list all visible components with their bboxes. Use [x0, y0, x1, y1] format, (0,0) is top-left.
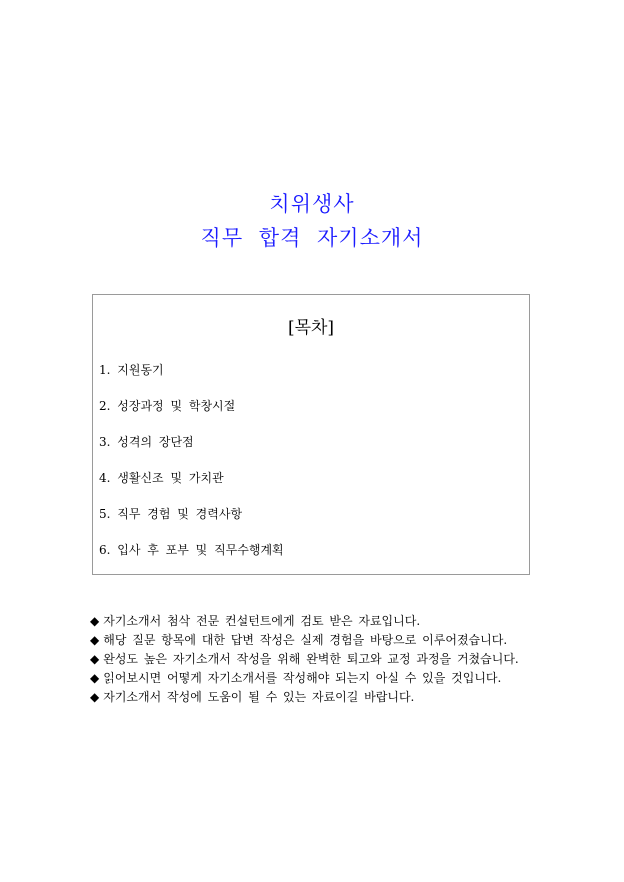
toc-item-6: 6. 입사 후 포부 및 직무수행계획: [99, 543, 284, 557]
note-item: [90, 612, 550, 631]
diamond-bullet-icon: ◆: [90, 671, 100, 685]
note-item: [90, 631, 550, 650]
note-item: [90, 650, 550, 669]
document-title-line1: 치위생사: [269, 192, 355, 216]
note-text: 자기소개서 작성에 도움이 될 수 있는 자료이길 바랍니다.: [103, 690, 415, 704]
table-of-contents: [92, 294, 530, 575]
diamond-bullet-icon: ◆: [90, 690, 100, 704]
note-text: 읽어보시면 어떻게 자기소개서를 작성해야 되는지 아실 수 있을 것입니다.: [103, 671, 502, 685]
note-text: 완성도 높은 자기소개서 작성을 위해 완벽한 퇴고와 교정 과정을 거쳤습니다.: [103, 652, 519, 666]
toc-item-1: 1. 지원동기: [99, 363, 164, 377]
note-text: 자기소개서 첨삭 전문 컨설턴트에게 검토 받은 자료입니다.: [103, 614, 421, 628]
note-text: 해당 질문 항목에 대한 답변 작성은 실제 경험을 바탕으로 이루어졌습니다.: [103, 633, 508, 647]
diamond-bullet-icon: ◆: [90, 633, 100, 647]
diamond-bullet-icon: ◆: [90, 614, 100, 628]
note-item: [90, 669, 550, 688]
toc-item-2: 2. 성장과정 및 학창시절: [99, 399, 236, 413]
document-title-line2: 직무 합격 자기소개서: [200, 226, 424, 250]
notes-list: [90, 612, 550, 707]
toc-heading: [목차]: [287, 318, 335, 338]
toc-item-4: 4. 생활신조 및 가치관: [99, 471, 224, 485]
toc-item-5: 5. 직무 경험 및 경력사항: [99, 507, 243, 521]
note-item: [90, 688, 550, 707]
toc-item-3: 3. 성격의 장단점: [99, 435, 194, 449]
diamond-bullet-icon: ◆: [90, 652, 100, 666]
